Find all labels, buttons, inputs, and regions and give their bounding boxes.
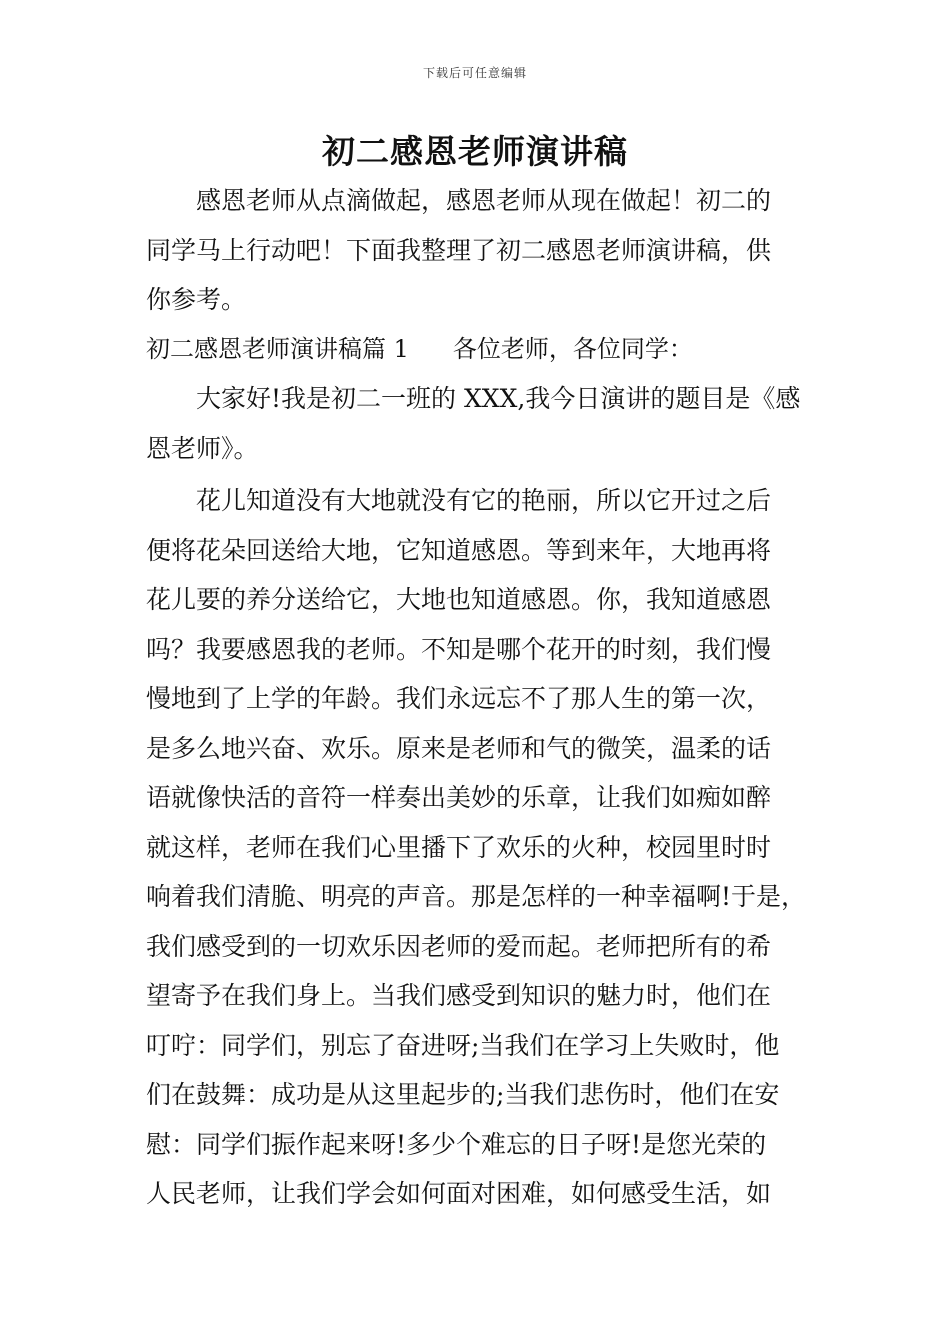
paragraph-line: 们在鼓舞：成功是从这里起步的;当我们悲伤时，他们在安 bbox=[146, 1080, 780, 1109]
document-body bbox=[146, 176, 816, 1219]
paragraph-line: 人民老师，让我们学会如何面对困难，如何感受生活，如 bbox=[146, 1179, 772, 1208]
paragraph-line: 我们感受到的一切欢乐因老师的爱而起。老师把所有的希 bbox=[146, 931, 772, 961]
paragraph-line: 是多么地兴奋、欢乐。原来是老师和气的微笑，温柔的话 bbox=[146, 733, 772, 763]
paragraph-line: 恩老师》。 bbox=[146, 433, 259, 463]
paragraph-line: 便将花朵回送给大地，它知道感恩。等到来年，大地再将 bbox=[146, 535, 772, 565]
paragraph-line: 花儿要的养分送给它，大地也知道感恩。你，我知道感恩 bbox=[146, 585, 772, 614]
header-note: 下载后可任意编辑 bbox=[422, 66, 527, 80]
intro-line: 同学马上行动吧！下面我整理了初二感恩老师演讲稿，供 bbox=[146, 235, 772, 265]
section-greeting: 各位老师，各位同学： bbox=[452, 334, 693, 363]
paragraph-line: 语就像快活的音符一样奏出美妙的乐章，让我们如痴如醉 bbox=[146, 783, 772, 812]
paragraph-line: 花儿知道没有大地就没有它的艳丽，所以它开过之后 bbox=[196, 486, 772, 515]
intro-line: 感恩老师从点滴做起，感恩老师从现在做起！初二的 bbox=[196, 186, 772, 215]
paragraph-line: 响着我们清脆、明亮的声音。那是怎样的一种幸福啊!于是， bbox=[146, 882, 807, 911]
paragraph-line: 叮咛：同学们，别忘了奋进呀;当我们在学习上失败时，他 bbox=[146, 1030, 780, 1060]
document-title: 初二感恩老师演讲稿 bbox=[322, 132, 628, 171]
section-heading-row bbox=[146, 325, 816, 375]
paragraph-line: 吗？我要感恩我的老师。不知是哪个花开的时刻，我们慢 bbox=[146, 634, 772, 664]
intro-line: 你参考。 bbox=[146, 285, 247, 314]
paragraph-line: 慰：同学们振作起来呀!多少个难忘的日子呀!是您光荣的 bbox=[146, 1129, 767, 1159]
paragraph-line: 大家好!我是初二一班的 XXX,我今日演讲的题目是《感 bbox=[196, 384, 801, 413]
paragraph-line: 慢地到了上学的年龄。我们永远忘不了那人生的第一次， bbox=[146, 684, 772, 713]
section-heading: 初二感恩老师演讲稿篇 1 bbox=[146, 334, 409, 363]
paragraph-line: 就这样，老师在我们心里播下了欢乐的火种，校园里时时 bbox=[146, 832, 772, 862]
paragraph-line: 望寄予在我们身上。当我们感受到知识的魅力时，他们在 bbox=[146, 981, 772, 1010]
